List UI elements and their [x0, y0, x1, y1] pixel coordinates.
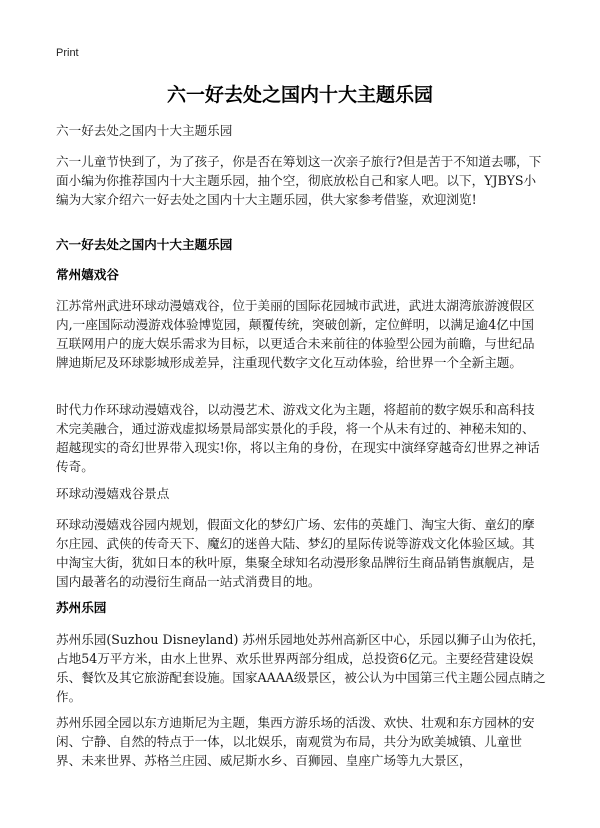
changzhou-attractions-paragraph: 环球动漫嬉戏谷园内规划，假面文化的梦幻广场、宏伟的英雄门、淘宝大街、童幻的摩尔庄园、武侠的传奇天下、魔幻的迷兽大陆、梦幻的星际传说等游戏文化体验区域。其中淘宝大街，犹如日本的秋叶原，集聚全球知名动漫形象品牌衍生商品销售旗舰店，是国内最著名的动漫衍生商品一站式消费目的地。: [56, 517, 535, 589]
park-heading-suzhou: 苏州乐园: [56, 600, 107, 615]
changzhou-paragraph-1: 江苏常州武进环球动漫嬉戏谷，位于美丽的国际花园城市武进，武进太湖湾旅游渡假区内,一座国际动漫游戏体验博览园，颠覆传统，突破创新，定位鲜明，以满足逾4亿中国互联网用户的庞大娱乐需求为目标，以更适合未来前往的体验型公园为前瞻，与世纪品牌迪斯尼及环球影城形成差异，注重现代数字文化互动体验，给世界一个全新主题。: [56, 298, 535, 370]
print-link[interactable]: Print: [56, 47, 79, 59]
intro-paragraph: 六一儿童节快到了，为了孩子，你是否在筹划这一次亲子旅行?但是苦于不知道去哪，下面小编为你推荐国内十大主题乐园，抽个空，彻底放松自己和家人吧。以下，YJBYS小编为大家介绍六一好去处之国内十大主题乐园，供大家参考借鉴，欢迎浏览!: [56, 154, 542, 207]
changzhou-paragraph-2: 时代力作环球动漫嬉戏谷，以动漫艺术、游戏文化为主题，将超前的数字娱乐和高科技术完美融合，通过游戏虚拟场景局部实景化的手段，将一个从未有过的、神秘未知的、超越现实的奇幻世界带入现实!你，将以主角的身份，在现实中演绎穿越奇幻世界之神话传奇。: [56, 402, 540, 474]
park-heading-changzhou: 常州嬉戏谷: [56, 267, 119, 282]
section-heading: 六一好去处之国内十大主题乐园: [56, 237, 233, 252]
page-title: 六一好去处之国内十大主题乐园: [166, 84, 433, 106]
changzhou-attractions-heading: 环球动漫嬉戏谷景点: [56, 486, 170, 501]
document-subtitle: 六一好去处之国内十大主题乐园: [56, 123, 233, 138]
suzhou-paragraph-2: 苏州乐园全园以东方迪斯尼为主题，集西方游乐场的活泼、欢快、壮观和东方园林的安闲、宁静、自然的特点于一体，以北娱乐，南观赏为布局，共分为欧美城镇、儿童世界、未来世界、苏格兰庄园、威尼斯水乡、百狮园、皇座广场等九大景区，: [56, 715, 535, 768]
suzhou-paragraph-1: 苏州乐园(Suzhou Disneyland) 苏州乐园地处苏州高新区中心，乐园以狮子山为依托，占地54万平方米，由水上世界、欢乐世界两部分组成，总投资6亿元。主要经营建设娱乐、餐饮及其它旅游配套设施。国家AAAA级景区，被公认为中国第三代主题公园点睛之作。: [56, 632, 546, 704]
